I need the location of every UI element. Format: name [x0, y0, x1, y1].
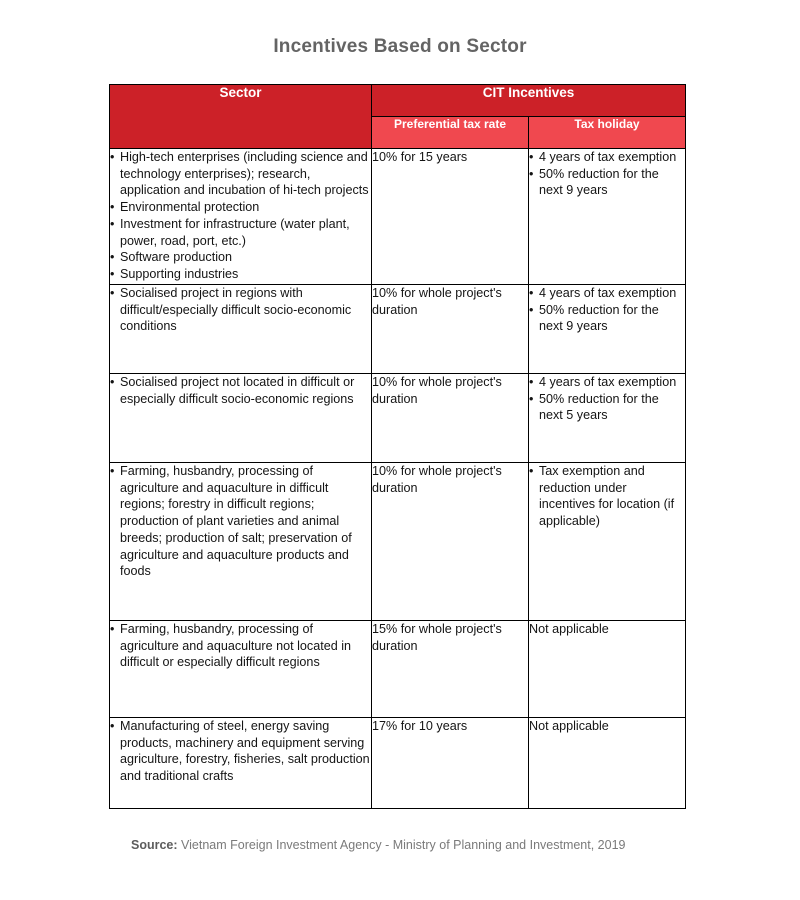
- source-label: Source:: [131, 838, 178, 852]
- holiday-bullet-list: [529, 285, 685, 335]
- holiday-bullet-list: [529, 149, 685, 199]
- list-item: • Farming, husbandry, processing of agriculture and aquaculture in difficult regions; forestry in difficult regions; production of plant varieties and animal breeds; production of salt; preservation of agriculture and aquaculture products and foods: [110, 463, 371, 580]
- cell-sector: [110, 285, 372, 374]
- table-row: [110, 463, 686, 621]
- list-item: • Environmental protection: [110, 199, 371, 216]
- list-item: • Farming, husbandry, processing of agriculture and aquaculture not located in difficult or especially difficult regions: [110, 621, 371, 671]
- cell-sector: [110, 718, 372, 809]
- cell-preferential-tax-rate: [372, 149, 529, 285]
- source-text: Vietnam Foreign Investment Agency - Ministry of Planning and Investment, 2019: [181, 838, 626, 852]
- table-body: [110, 149, 686, 809]
- table-row: [110, 621, 686, 718]
- incentives-table: [109, 84, 686, 809]
- list-item: • Tax exemption and reduction under incentives for location (if applicable): [529, 463, 685, 530]
- table-row: [110, 718, 686, 809]
- list-item: • Software production: [110, 249, 371, 266]
- list-item: • Supporting industries: [110, 266, 371, 283]
- list-item: • 50% reduction for the next 9 years: [529, 302, 685, 335]
- rate-text: 15% for whole project's duration: [372, 622, 502, 653]
- list-item: • Manufacturing of steel, energy saving products, machinery and equipment serving agriculture, forestry, fisheries, salt production and traditional crafts: [110, 718, 371, 785]
- cell-tax-holiday: [529, 374, 686, 463]
- rate-text: 10% for whole project's duration: [372, 464, 502, 495]
- cell-tax-holiday: [529, 621, 686, 718]
- cell-tax-holiday: [529, 149, 686, 285]
- sector-bullet-list: [110, 621, 371, 671]
- column-header-preferential-tax-rate: Preferential tax rate: [372, 117, 529, 149]
- table-row: [110, 374, 686, 463]
- cell-tax-holiday: [529, 718, 686, 809]
- column-header-cit-incentives: CIT Incentives: [372, 85, 686, 117]
- holiday-text: Not applicable: [529, 622, 609, 636]
- sector-bullet-list: [110, 718, 371, 785]
- holiday-text: Not applicable: [529, 719, 609, 733]
- cell-tax-holiday: [529, 285, 686, 374]
- rate-text: 10% for whole project's duration: [372, 375, 502, 406]
- rate-text: 10% for 15 years: [372, 150, 468, 164]
- list-item: • 4 years of tax exemption: [529, 149, 685, 166]
- list-item: • Socialised project in regions with difficult/especially difficult socio-economic conditions: [110, 285, 371, 335]
- rate-text: 17% for 10 years: [372, 719, 468, 733]
- cell-sector: [110, 463, 372, 621]
- cell-sector: [110, 621, 372, 718]
- rate-text: 10% for whole project's duration: [372, 286, 502, 317]
- table-header: [110, 85, 686, 149]
- header-row-top: [110, 85, 686, 117]
- list-item: • High-tech enterprises (including science and technology enterprises); research, application and incubation of hi-tech projects: [110, 149, 371, 199]
- table-row: [110, 285, 686, 374]
- cell-preferential-tax-rate: [372, 285, 529, 374]
- list-item: • 50% reduction for the next 5 years: [529, 391, 685, 424]
- list-item: • 50% reduction for the next 9 years: [529, 166, 685, 199]
- sector-bullet-list: [110, 463, 371, 580]
- incentives-table-container: [109, 84, 686, 809]
- source-note: [131, 838, 625, 852]
- list-item: • 4 years of tax exemption: [529, 285, 685, 302]
- column-header-sector: Sector: [110, 85, 372, 149]
- cell-sector: [110, 374, 372, 463]
- cell-preferential-tax-rate: [372, 374, 529, 463]
- list-item: • Socialised project not located in difficult or especially difficult socio-economic regions: [110, 374, 371, 407]
- holiday-bullet-list: [529, 463, 685, 530]
- sector-bullet-list: [110, 374, 371, 407]
- cell-preferential-tax-rate: [372, 463, 529, 621]
- holiday-bullet-list: [529, 374, 685, 424]
- cell-preferential-tax-rate: [372, 621, 529, 718]
- list-item: • 4 years of tax exemption: [529, 374, 685, 391]
- page-title: Incentives Based on Sector: [273, 36, 527, 57]
- cell-sector: [110, 149, 372, 285]
- table-row: [110, 149, 686, 285]
- cell-tax-holiday: [529, 463, 686, 621]
- list-item: • Investment for infrastructure (water plant, power, road, port, etc.): [110, 216, 371, 249]
- cell-preferential-tax-rate: [372, 718, 529, 809]
- sector-bullet-list: [110, 149, 371, 283]
- sector-bullet-list: [110, 285, 371, 335]
- column-header-tax-holiday: Tax holiday: [529, 117, 686, 149]
